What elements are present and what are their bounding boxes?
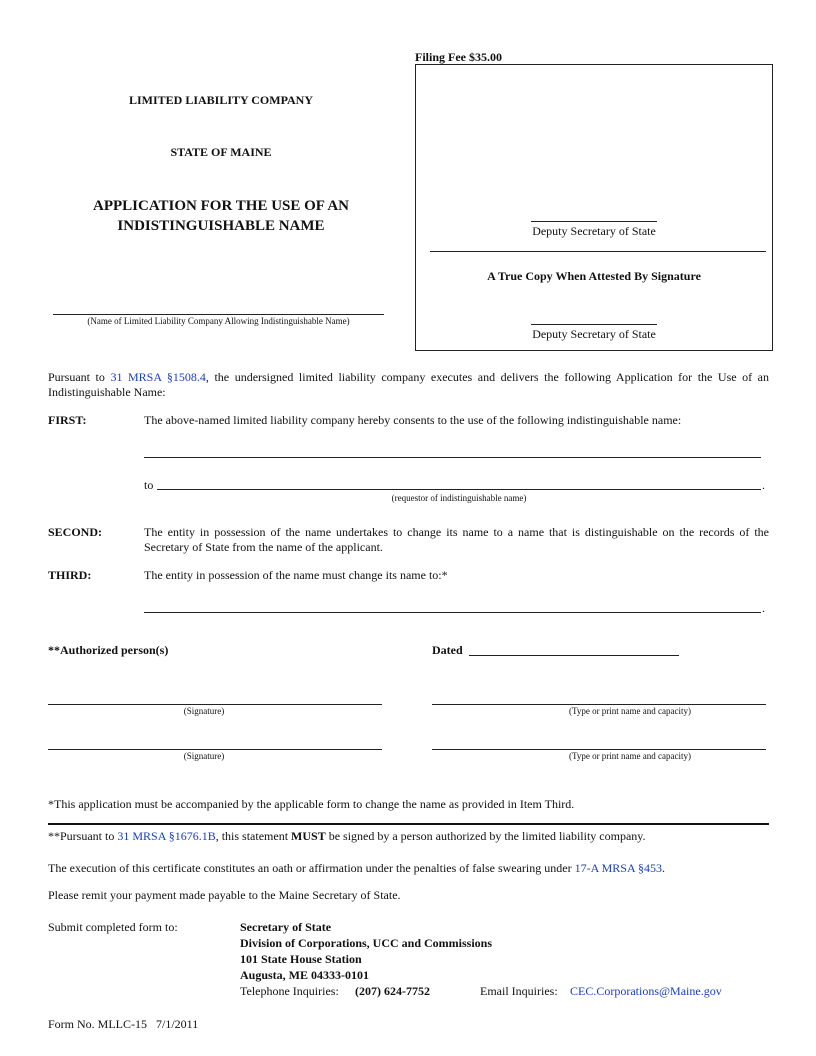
signature-caption-1: (Signature) — [183, 706, 225, 716]
email-label: Email Inquiries: — [480, 984, 558, 998]
deputy-signature-line-2 — [531, 324, 657, 325]
authorized-persons-label: **Authorized person(s) — [48, 643, 169, 657]
email-link[interactable]: CEC.Corporations@Maine.gov — [570, 984, 722, 998]
statute-link-1508[interactable]: 31 MRSA §1508.4 — [110, 370, 206, 384]
title-line-2: INDISTINGUISHABLE NAME — [117, 218, 325, 234]
first-label: FIRST: — [48, 413, 87, 427]
requestor-name-line[interactable] — [157, 489, 761, 490]
filing-stamp-box — [415, 64, 773, 351]
indistinguishable-name-line[interactable] — [144, 457, 761, 458]
oath-pre: The execution of this certificate constitutes an oath or affirmation under the penalties of false swearing under — [48, 861, 575, 875]
new-name-period: . — [762, 601, 765, 615]
form-number: Form No. MLLC-15 7/1/2011 — [48, 1017, 199, 1031]
third-label: THIRD: — [48, 568, 92, 582]
deputy-label-1: Deputy Secretary of State — [532, 224, 656, 238]
signature-caption-2: (Signature) — [183, 751, 225, 761]
pursuant-must: MUST — [291, 829, 326, 843]
signature-line-2[interactable] — [48, 749, 382, 750]
address-line-2: Division of Corporations, UCC and Commissions — [240, 936, 493, 950]
first-to-label: to — [144, 478, 154, 492]
footnote-text: *This application must be accompanied by the applicable form to change the name as provided in Item Third. — [48, 797, 575, 811]
address-line-1: Secretary of State — [240, 920, 332, 934]
name-capacity-caption-1: (Type or print name and capacity) — [568, 706, 692, 716]
signature-line-1[interactable] — [48, 704, 382, 705]
name-capacity-caption-2: (Type or print name and capacity) — [568, 751, 692, 761]
pursuant-mid: , this statement — [215, 829, 292, 843]
new-name-line[interactable] — [144, 612, 761, 613]
second-label: SECOND: — [48, 525, 103, 539]
deputy-label-2: Deputy Secretary of State — [532, 327, 656, 341]
oath-paragraph — [48, 861, 769, 876]
intro-paragraph — [48, 370, 769, 400]
name-capacity-line-2[interactable] — [432, 749, 766, 750]
deputy-signature-line-1 — [531, 221, 657, 222]
third-text: The entity in possession of the name must change its name to:* — [144, 568, 448, 582]
dated-line[interactable] — [469, 655, 679, 656]
oath-post: . — [661, 861, 665, 875]
address-line-3: 101 State House Station — [240, 952, 362, 966]
requestor-caption: (requestor of indistinguishable name) — [391, 493, 527, 503]
statute-link-1676[interactable]: 31 MRSA §1676.1B — [117, 829, 216, 843]
true-copy-text: A True Copy When Attested By Signature — [487, 269, 701, 283]
second-text: The entity in possession of the name undertakes to change its name to a name that is distinguishable on the records of the Secretary of State from the name of the applicant. — [144, 525, 769, 554]
intro-post: , the undersigned limited liability company executes and delivers the following Application for the Use of an Indistinguishable Name: — [48, 370, 769, 399]
dated-label: Dated — [432, 643, 463, 657]
page-title — [50, 196, 392, 236]
notes-divider — [48, 823, 769, 825]
telephone-number: (207) 624-7752 — [355, 984, 430, 998]
statute-link-453[interactable]: 17-A MRSA §453 — [574, 861, 662, 875]
name-capacity-line-1[interactable] — [432, 704, 766, 705]
requestor-period: . — [762, 478, 765, 492]
title-line-1: APPLICATION FOR THE USE OF AN — [92, 198, 349, 214]
company-name-caption: (Name of Limited Liability Company Allowing Indistinguishable Name) — [87, 316, 350, 326]
pursuant-paragraph — [48, 829, 769, 844]
pursuant-pre: **Pursuant to — [48, 829, 118, 843]
intro-pre: Pursuant to — [48, 370, 111, 384]
company-type-heading: LIMITED LIABILITY COMPANY — [128, 93, 314, 107]
filing-fee: Filing Fee $35.00 — [415, 50, 502, 64]
first-text: The above-named limited liability company hereby consents to the use of the following indistinguishable name: — [144, 413, 682, 427]
remit-text: Please remit your payment made payable to the Maine Secretary of State. — [48, 888, 401, 902]
submit-label: Submit completed form to: — [48, 920, 178, 934]
stamp-divider — [430, 251, 766, 252]
state-heading: STATE OF MAINE — [170, 145, 272, 159]
telephone-label: Telephone Inquiries: — [240, 984, 339, 998]
address-line-4: Augusta, ME 04333-0101 — [240, 968, 370, 982]
company-name-line[interactable] — [53, 314, 384, 315]
pursuant-post: be signed by a person authorized by the limited liability company. — [325, 829, 646, 843]
